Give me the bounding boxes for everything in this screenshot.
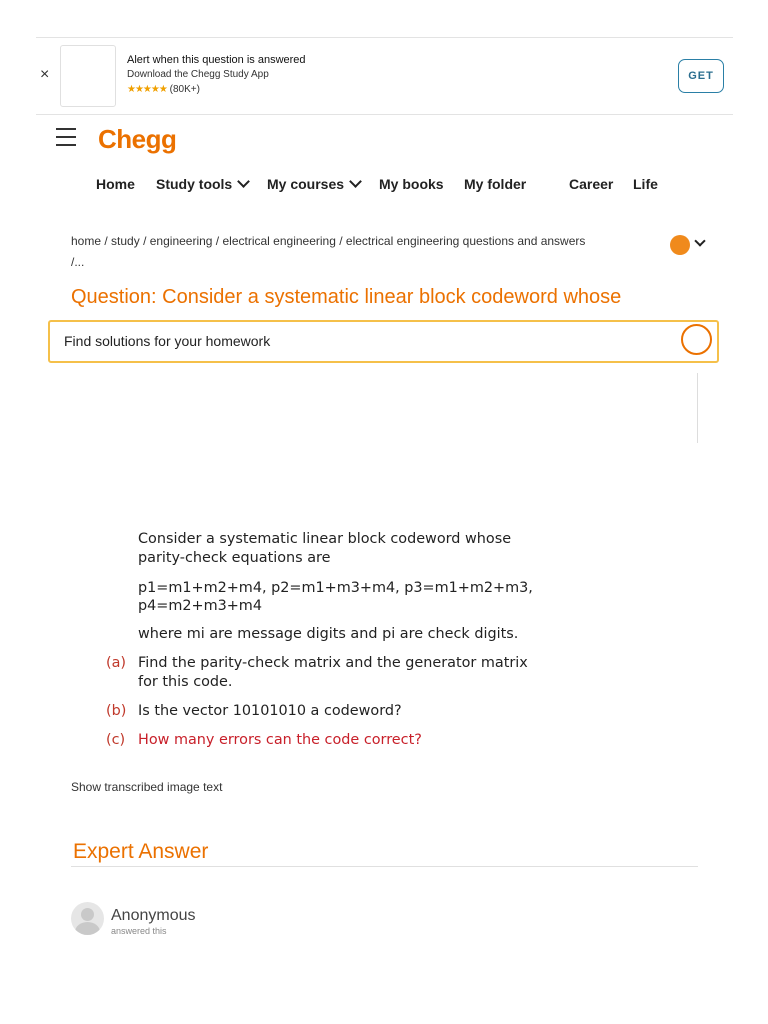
breadcrumb-engineering[interactable]: engineering bbox=[149, 234, 213, 248]
search-icon[interactable] bbox=[681, 324, 712, 355]
breadcrumb-separator: / bbox=[101, 234, 112, 248]
get-app-button[interactable]: GET bbox=[678, 59, 724, 93]
nav-my-folder[interactable] bbox=[464, 176, 526, 192]
nav-study-tools-label: Study tools bbox=[156, 176, 233, 192]
avatar bbox=[71, 902, 104, 935]
nav-home[interactable] bbox=[96, 176, 135, 192]
close-icon[interactable]: × bbox=[40, 66, 50, 83]
question-line: p4=m2+m3+m4 bbox=[138, 598, 262, 614]
nav-my-courses[interactable] bbox=[267, 176, 360, 192]
part-a-marker: (a) bbox=[106, 655, 127, 671]
banner-title: Alert when this question is answered bbox=[127, 54, 306, 66]
user-avatar-icon[interactable] bbox=[670, 235, 690, 255]
question-line: p1=m1+m2+m4, p2=m1+m3+m4, p3=m1+m2+m3, bbox=[138, 580, 533, 596]
breadcrumb-separator: / bbox=[335, 234, 346, 248]
breadcrumb-home[interactable]: home bbox=[71, 234, 102, 248]
star-rating-icon: ★★★★★ bbox=[127, 84, 167, 95]
divider bbox=[697, 373, 698, 443]
breadcrumb-ee-questions[interactable]: electrical engineering questions and answers bbox=[345, 234, 586, 248]
nav-life-label: Life bbox=[633, 176, 658, 192]
breadcrumb-electrical-engineering[interactable]: electrical engineering bbox=[222, 234, 336, 248]
question-title-text: Consider a systematic linear block codeword whose bbox=[162, 286, 622, 308]
chevron-down-icon[interactable] bbox=[694, 235, 705, 246]
breadcrumb-study[interactable]: study bbox=[111, 234, 140, 248]
breadcrumb bbox=[71, 231, 661, 273]
banner-subtitle: Download the Chegg Study App bbox=[127, 69, 269, 80]
nav-my-books[interactable] bbox=[379, 176, 444, 192]
question-line: Consider a systematic linear block codeword whose bbox=[138, 531, 512, 547]
chevron-down-icon bbox=[349, 175, 362, 188]
answerer-subtitle: answered this bbox=[111, 926, 167, 936]
question-label: Question: bbox=[71, 286, 157, 308]
breadcrumb-separator: / bbox=[139, 234, 150, 248]
nav-my-folder-label: My folder bbox=[464, 176, 527, 192]
breadcrumb-trailing: /... bbox=[71, 255, 85, 269]
nav-home-label: Home bbox=[96, 176, 135, 192]
question-line: How many errors can the code correct? bbox=[138, 732, 422, 748]
app-thumbnail bbox=[60, 45, 116, 107]
question-line: where mi are message digits and pi are check digits. bbox=[138, 626, 519, 642]
search-box bbox=[48, 320, 719, 363]
answerer-name: Anonymous bbox=[111, 907, 196, 924]
question-image bbox=[100, 528, 580, 758]
question-line: parity-check equations are bbox=[138, 550, 331, 566]
nav-study-tools[interactable] bbox=[156, 176, 248, 192]
nav-my-books-label: My books bbox=[379, 176, 444, 192]
question-line: Find the parity-check matrix and the generator matrix bbox=[138, 655, 528, 671]
app-rating bbox=[127, 84, 200, 95]
question-line: for this code. bbox=[138, 674, 233, 690]
part-b-marker: (b) bbox=[106, 703, 127, 719]
hamburger-menu-icon[interactable] bbox=[56, 128, 76, 146]
breadcrumb-separator: / bbox=[212, 234, 223, 248]
expert-answer-heading: Expert Answer bbox=[73, 840, 209, 863]
nav-career-label: Career bbox=[569, 176, 614, 192]
chevron-down-icon bbox=[237, 175, 250, 188]
question-line: Is the vector 10101010 a codeword? bbox=[138, 703, 402, 719]
rating-count: (80K+) bbox=[169, 84, 200, 95]
question-title bbox=[71, 286, 731, 314]
part-c-marker: (c) bbox=[106, 732, 126, 748]
app-banner bbox=[36, 37, 733, 115]
chegg-logo[interactable]: Chegg bbox=[98, 124, 177, 154]
search-input[interactable] bbox=[62, 332, 666, 350]
nav-life[interactable] bbox=[633, 176, 658, 192]
show-transcribed-link[interactable]: Show transcribed image text bbox=[71, 780, 223, 794]
nav-career[interactable] bbox=[569, 176, 613, 192]
nav-my-courses-label: My courses bbox=[267, 176, 345, 192]
divider bbox=[71, 866, 698, 867]
